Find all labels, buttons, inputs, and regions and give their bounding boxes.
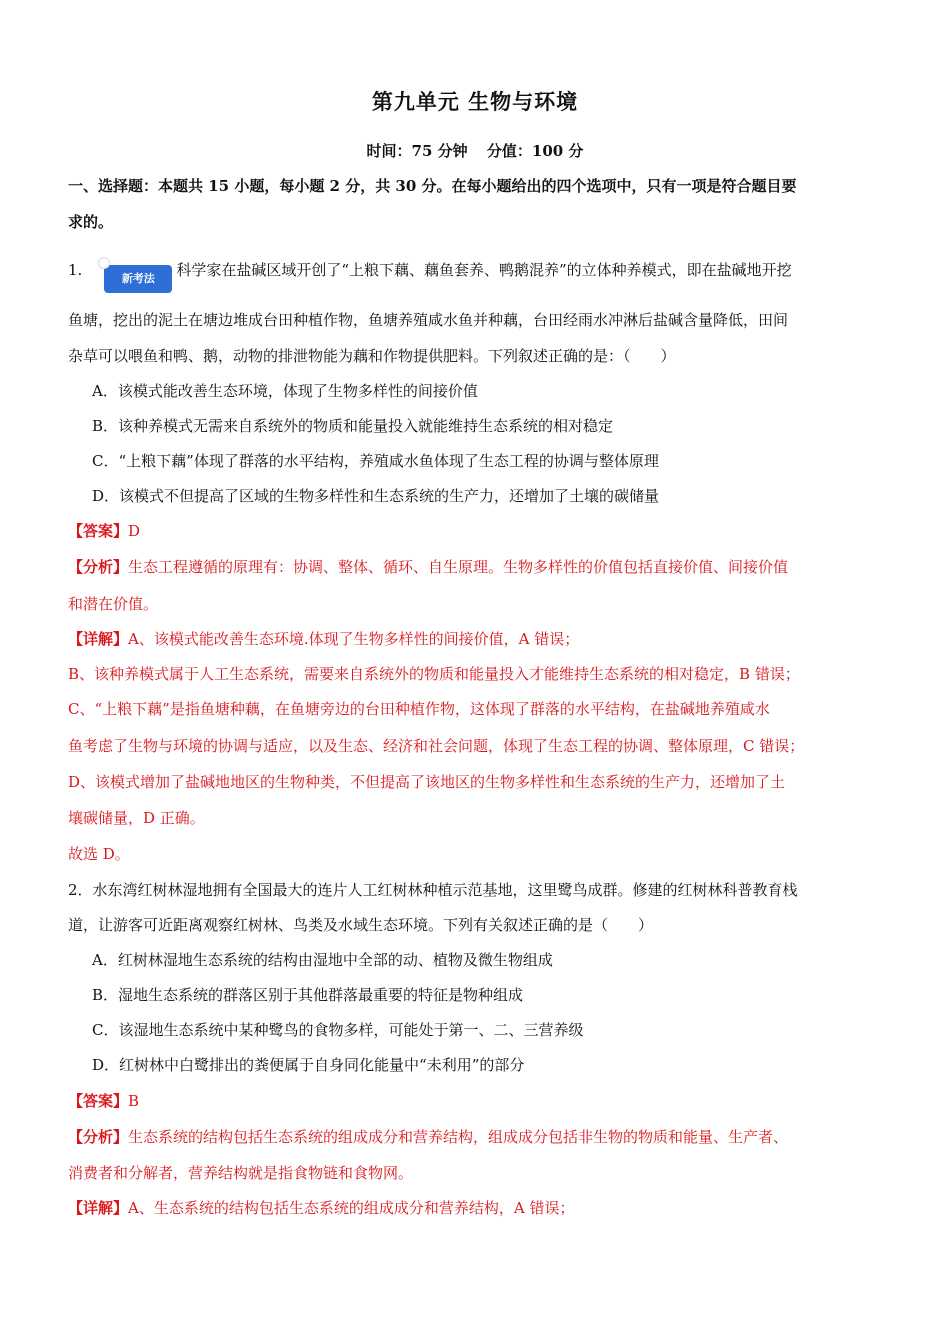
- answer-tag: 【答案】: [68, 1092, 129, 1110]
- q1-answer-value: D: [128, 522, 141, 540]
- answer-tag: 【答案】: [68, 522, 129, 540]
- q2-option-a: A．红树林湿地生态系统的结构由湿地中全部的动、植物及微生物组成: [92, 951, 553, 969]
- q1-detail: [68, 629, 888, 649]
- q2-answer: [68, 1091, 888, 1111]
- q2-analysis-text: 生态系统的结构包括生态系统的组成成分和营养结构，组成成分包括非生物的物质和能量、生产者、: [128, 1128, 789, 1146]
- q1-analysis-cont: 和潜在价值。: [68, 595, 159, 613]
- q2-option-d: D．红树林中白鹭排出的粪便属于自身同化能量中“未利用”的部分: [92, 1056, 525, 1074]
- exam-meta: [0, 140, 950, 161]
- q2-answer-value: B: [128, 1092, 140, 1110]
- q1-number: 1.: [68, 261, 83, 279]
- q1-analysis-text: 生态工程遵循的原理有：协调、整体、循环、自生原理。生物多样性的价值包括直接价值、间接价值: [128, 558, 789, 576]
- q1-stem-text: 科学家在盐碱区域开创了“上粮下藕、藕鱼套养、鸭鹅混养”的立体种养模式，即在盐碱地开挖: [176, 261, 792, 279]
- q1-stem-line1: [68, 260, 888, 293]
- q1-analysis: [68, 557, 888, 577]
- q2-option-c: C．该湿地生态系统中某种鹭鸟的食物多样，可能处于第一、二、三营养级: [92, 1021, 584, 1039]
- q1-option-a: A．该模式能改善生态环境，体现了生物多样性的间接价值: [92, 382, 478, 400]
- q1-detail-c2: 鱼考虑了生物与环境的协调与适应，以及生态、经济和社会问题，体现了生态工程的协调、整体原理，C 错误；: [68, 737, 805, 755]
- q1-answer: [68, 521, 888, 541]
- q2-analysis: [68, 1127, 888, 1147]
- q2-option-b: B．湿地生态系统的群落区别于其他群落最重要的特征是物种组成: [92, 986, 524, 1004]
- q1-stem-line2: 鱼塘，挖出的泥土在塘边堆成台田种植作物，鱼塘养殖咸水鱼并种藕，台田经雨水冲淋后盐碱含量降低，田间: [68, 311, 789, 329]
- exam-time: 时间：75 分钟: [366, 142, 468, 160]
- q1-detail-b: B、该种养模式属于人工生态系统，需要来自系统外的物质和能量投入才能维持生态系统的相对稳定，B 错误；: [68, 665, 800, 683]
- section-heading: 一、选择题：本题共 15 小题，每小题 2 分，共 30 分。在每小题给出的四个选项中，只有一项是符合题目要: [68, 177, 797, 195]
- page-title: 第九单元 生物与环境: [371, 89, 579, 114]
- q2-analysis-cont: 消费者和分解者，营养结构就是指食物链和食物网。: [68, 1164, 414, 1182]
- detail-tag: 【详解】: [68, 630, 129, 648]
- q1-detail-c1: C、“上粮下藕”是指鱼塘种藕，在鱼塘旁边的台田种植作物，这体现了群落的水平结构，在盐碱地养殖咸水: [68, 700, 770, 718]
- analysis-tag: 【分析】: [68, 558, 129, 576]
- analysis-tag: 【分析】: [68, 1128, 129, 1146]
- q1-detail-d2: 壤碳储量，D 正确。: [68, 809, 205, 827]
- q2-stem-line2: 道，让游客可近距离观察红树林、鸟类及水域生态环境。下列有关叙述正确的是（ ）: [68, 916, 654, 934]
- q1-option-d: D．该模式不但提高了区域的生物多样性和生态系统的生产力，还增加了土壤的碳储量: [92, 487, 660, 505]
- detail-tag: 【详解】: [68, 1199, 129, 1217]
- q1-stem-line3: 杂草可以喂鱼和鸭、鹅，动物的排泄物能为藕和作物提供肥料。下列叙述正确的是：（ ）: [68, 347, 676, 365]
- q1-detail-d1: D、该模式增加了盐碱地地区的生物种类，不但提高了该地区的生物多样性和生态系统的生产力，还增加了土: [68, 773, 786, 791]
- q2-detail: [68, 1198, 888, 1218]
- q1-option-c: C．“上粮下藕”体现了群落的水平结构，养殖咸水鱼体现了生态工程的协调与整体原理: [92, 452, 659, 470]
- new-method-badge: 新考法: [104, 265, 172, 293]
- q2-stem-line1: 2．水东湾红树林湿地拥有全国最大的连片人工红树林种植示范基地，这里鹭鸟成群。修建的红树林科普教育栈: [68, 881, 798, 899]
- q1-detail-a: A、该模式能改善生态环境.体现了生物多样性的间接价值，A 错误；: [128, 630, 580, 648]
- q1-conclusion: 故选 D。: [68, 845, 130, 863]
- q2-detail-a: A、生态系统的结构包括生态系统的组成成分和营养结构，A 错误；: [128, 1199, 575, 1217]
- q1-option-b: B．该种养模式无需来自系统外的物质和能量投入就能维持生态系统的相对稳定: [92, 417, 614, 435]
- section-heading-cont: 求的。: [68, 213, 114, 231]
- exam-score: 分值：100 分: [486, 142, 584, 160]
